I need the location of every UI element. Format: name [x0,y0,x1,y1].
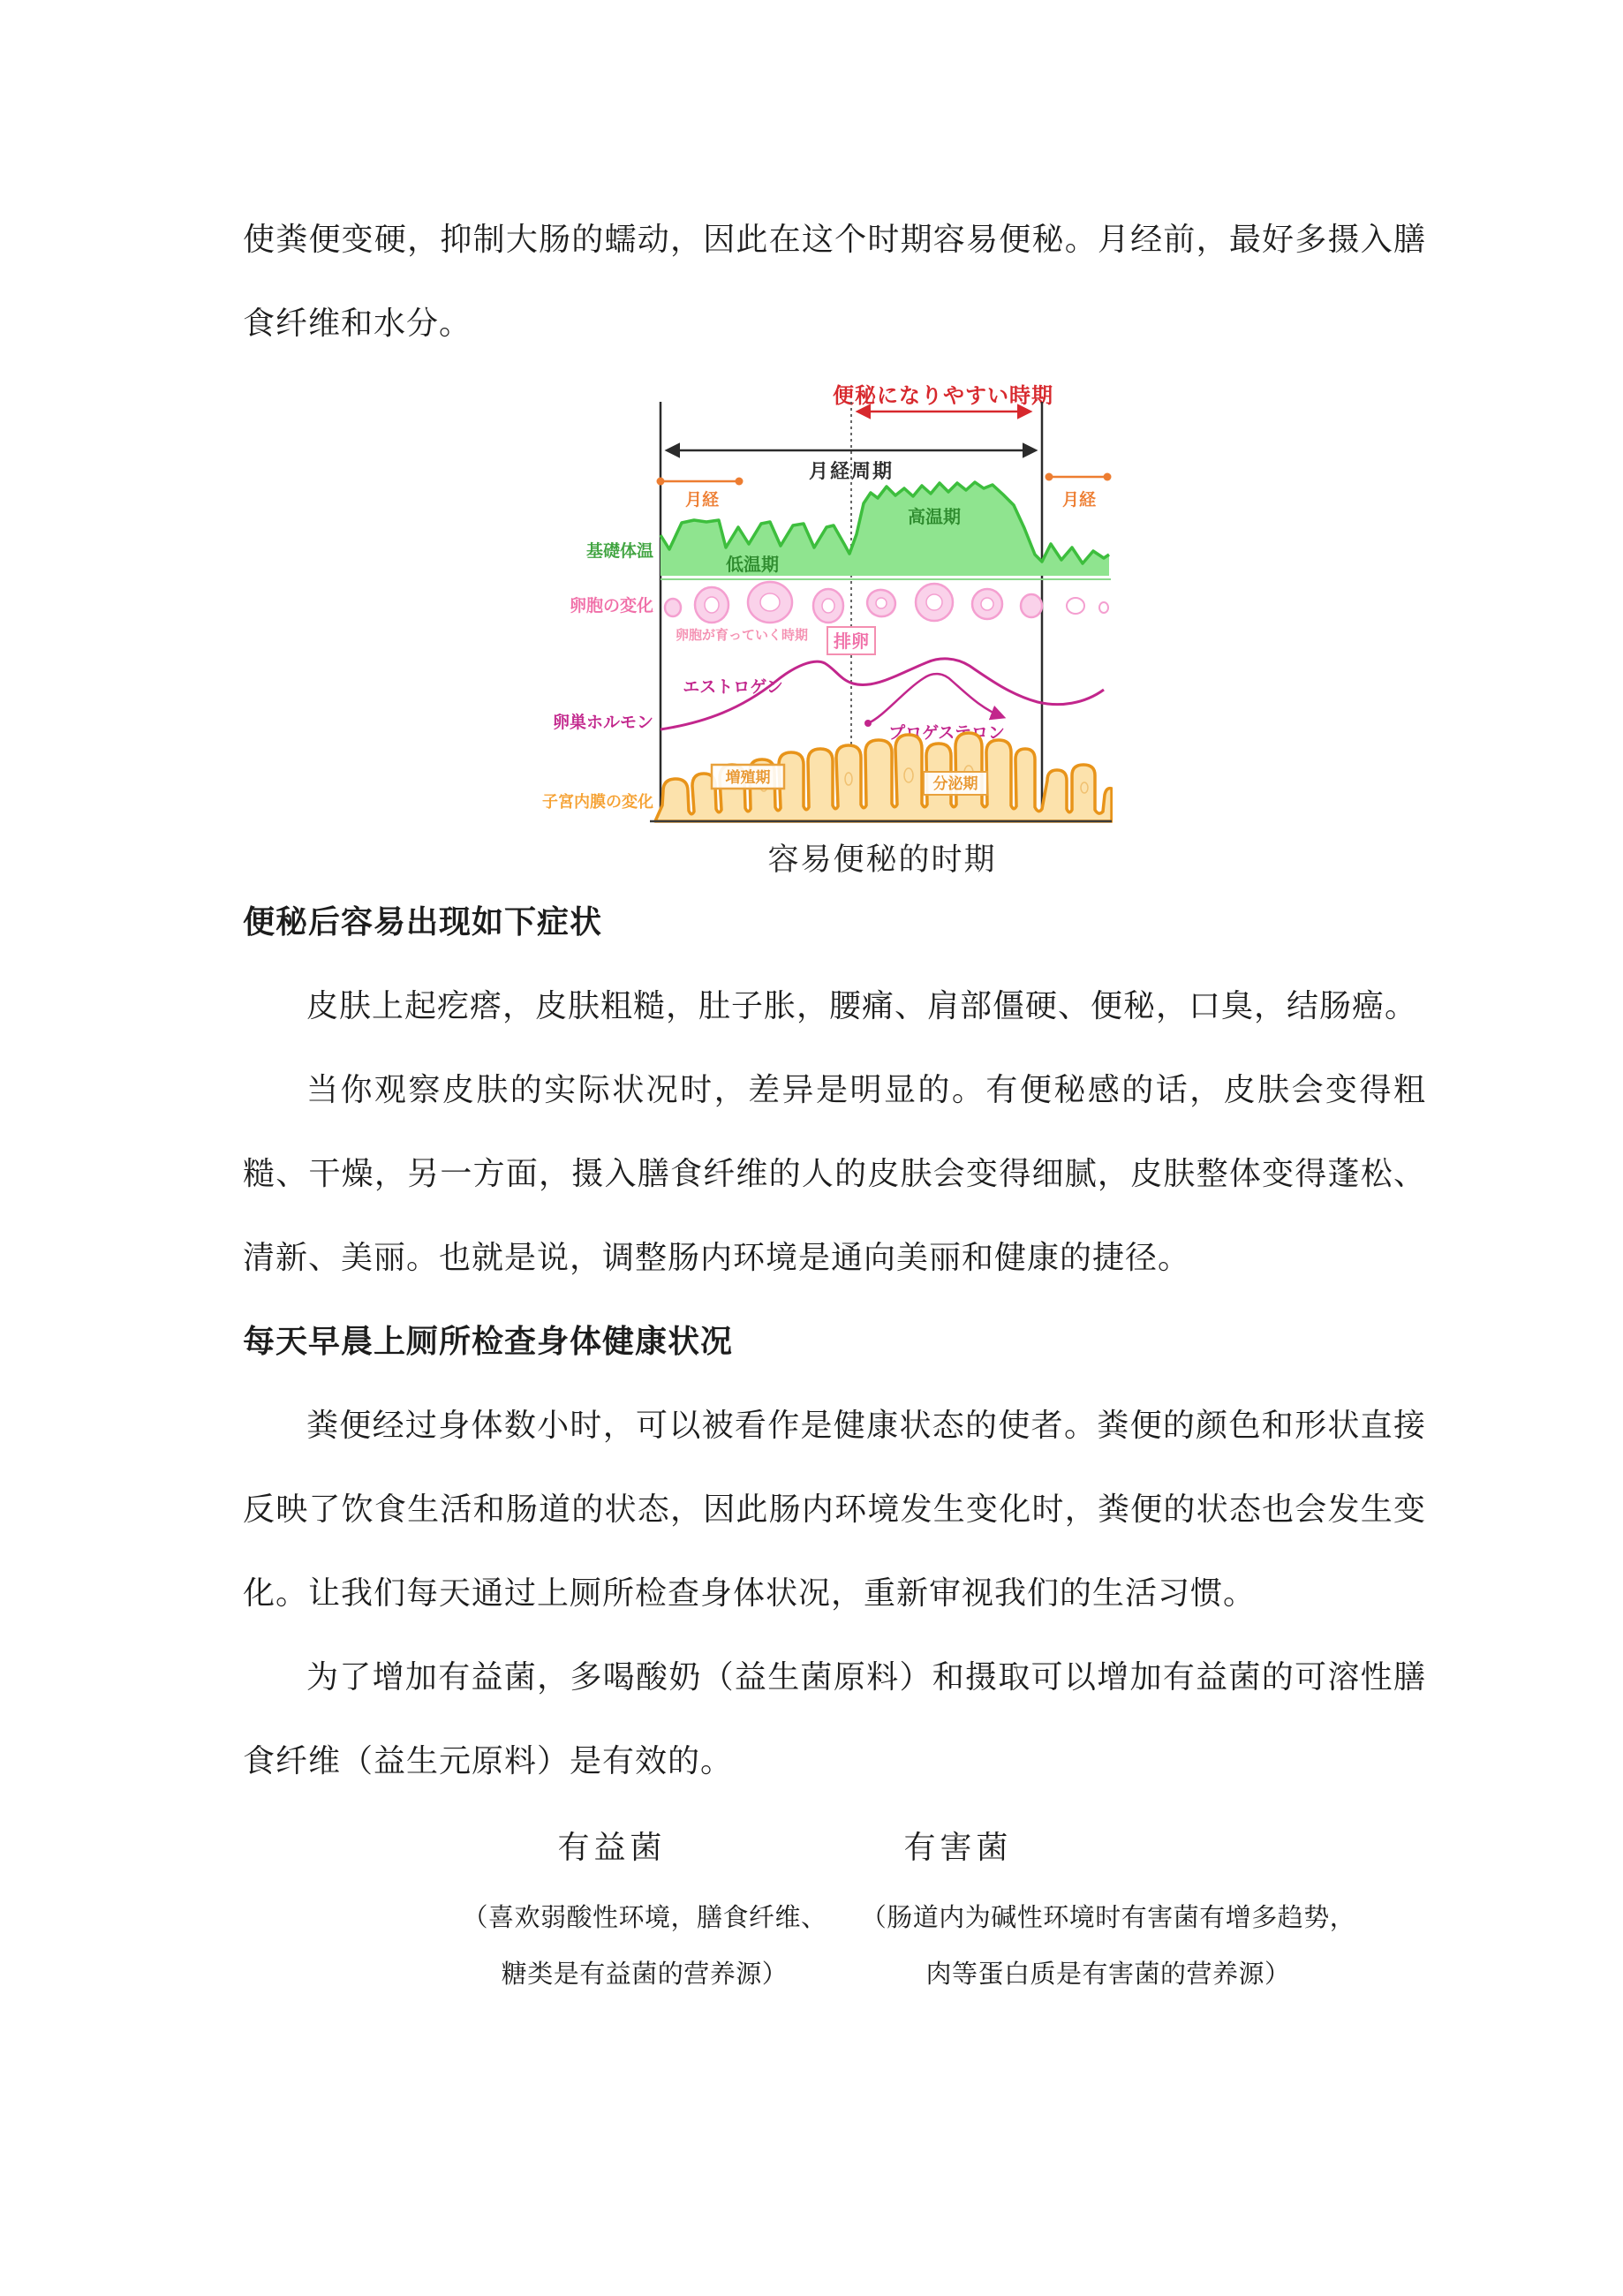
follicle-growth-label: 卵胞が育っていく時期 [675,628,809,643]
estrogen-label: エストロゲン [683,678,783,697]
menstrual-cycle-figure [530,371,1113,880]
section1-paragraph1: 皮肤上起疙瘩，皮肤粗糙，肚子胀，腰痛、肩部僵硬、便秘，口臭，结肠癌。 [306,988,1418,1023]
section2-paragraph1: 粪便经过身体数小时，可以被看作是健康状态的使者。粪便的颜色和形状直接反映了饮食生活和肠道的状态，因此肠内环境发生变化时，粪便的状态也会发生变化。让我们每天通过上厕所检查身体状况，重新审视我们的生活习惯。 [243,1408,1426,1611]
progesterone-curve [868,674,1003,723]
intro-paragraph: 使粪便变硬，抑制大肠的蠕动，因此在这个时期容易便秘。月经前，最好多摄入膳食纤维和水分。 [243,222,1426,341]
follicle-row-label: 卵胞の変化 [569,597,653,616]
page-content [243,198,1426,2024]
section2-paragraph2: 为了增加有益菌，多喝酸奶（益生菌原料）和摄取可以增加有益菌的可溶性膳食纤维（益生元原料）是有效的。 [243,1659,1426,1779]
menses-label-left: 月経 [684,491,720,510]
figure-caption: 容易便秘的时期 [767,842,997,877]
low-temp-label: 低温期 [726,555,779,575]
good-bacteria-note-line1: （喜欢弱酸性环境，膳食纤维、 [462,1904,827,1932]
bad-bacteria-note-line2: 肉等蛋白质是有害菌的营养源） [925,1960,1291,1989]
bad-bacteria-note [826,1890,1391,2003]
proliferative-label: 増殖期 [725,769,771,786]
endometrium-label: 子宮内膜の変化 [542,793,653,811]
bad-bacteria-note-line1: （肠道内为碱性环境时有害菌有增多趋势， [860,1904,1356,1932]
menses-label-right: 月経 [1061,491,1097,510]
good-bacteria-label: 有益菌 [557,1830,667,1865]
ovulation-label: 排卵 [834,632,869,652]
menses-segment-left [657,478,744,486]
progesterone-label: プロゲステロン [888,724,1005,743]
section2-heading: 每天早晨上厕所检查身体健康状况 [243,1324,734,1359]
high-temp-label: 高温期 [908,508,961,527]
secretory-label: 分泌期 [932,775,978,792]
good-bacteria-note-line2: 糖类是有益菌的营养源） [501,1960,789,1989]
ovarian-hormone-label: 卵巣ホルモン [552,714,653,732]
bad-bacteria-label: 有害菌 [903,1830,1013,1865]
section1-heading: 便秘后容易出现如下症状 [243,904,603,940]
menses-segment-right [1046,473,1112,481]
menstrual-cycle-diagram [530,371,1113,848]
cycle-label: 月経周期 [808,460,895,482]
bbt-label: 基礎体温 [585,542,653,561]
diagram-title: 便秘になりやすい時期 [833,384,1053,408]
bacteria-comparison [243,1821,1426,2024]
section1-paragraph2: 当你观察皮肤的实际状况时，差异是明显的。有便秘感的话，皮肤会变得粗糙、干燥，另一方面，摄入膳食纤维的人的皮肤会变得细腻，皮肤整体变得蓬松、清新、美丽。也就是说，调整肠内环境是通向美丽和健康的捷径。 [243,1072,1426,1275]
